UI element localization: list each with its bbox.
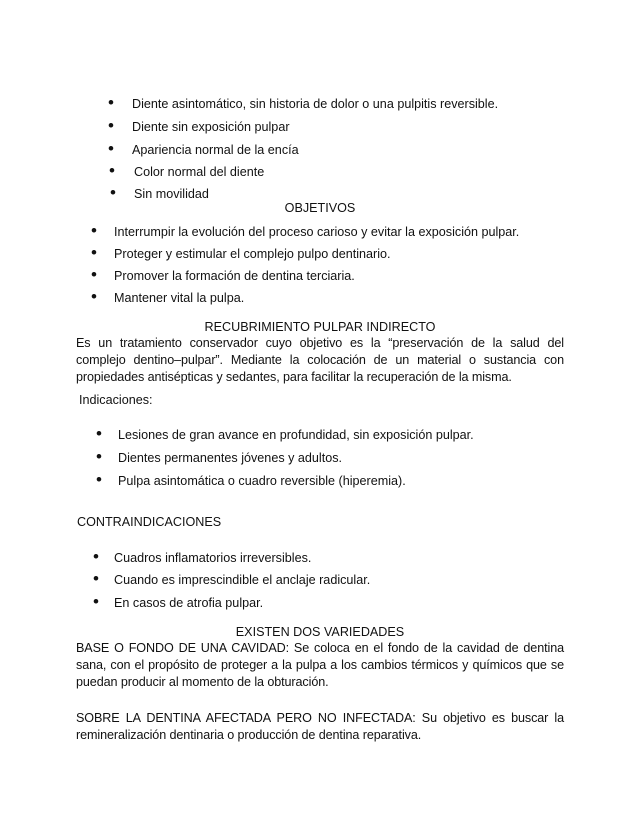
label-indicaciones: Indicaciones:: [79, 393, 153, 407]
bullet-icon: •: [91, 287, 97, 306]
paragraph-base: BASE O FONDO DE UNA CAVIDAD: Se coloca en el fondo de la cavidad de dentina sana, con el propósito de proteger a la pulpa a los cambios térmicos y químicos que se puedan producir al momento de la obturación.: [76, 641, 564, 689]
bullet-icon: •: [108, 93, 114, 112]
heading-objetivos: OBJETIVOS: [284, 201, 356, 215]
bullet-icon: •: [96, 470, 102, 489]
bullet-icon: •: [109, 161, 115, 180]
bullet-icon: •: [93, 592, 99, 611]
bullet-icon: •: [91, 243, 97, 262]
bullet-icon: •: [96, 424, 102, 443]
heading-variedades: EXISTEN DOS VARIEDADES: [235, 625, 405, 639]
bullet-icon: •: [96, 447, 102, 466]
bullet-icon: •: [110, 183, 116, 202]
bullet-icon: •: [91, 265, 97, 284]
paragraph-sobre: SOBRE LA DENTINA AFECTADA PERO NO INFECTADA: Su objetivo es buscar la remineralización dentinaria o producción de dentina reparativa.: [76, 711, 564, 742]
paragraph-recubrimiento: Es un tratamiento conservador cuyo objetivo es la “preservación de la salud del complejo dentino–pulpar”. Mediante la colocación de un material o sustancia con propiedades antisépticas y sedantes, para facilitar la recuperación de la misma.: [76, 336, 564, 384]
bullet-icon: •: [108, 116, 114, 135]
heading-recubrimiento: RECUBRIMIENTO PULPAR INDIRECTO: [204, 320, 436, 334]
bullet-icon: •: [93, 547, 99, 566]
bullet-icon: •: [108, 139, 114, 158]
bullet-icon: •: [91, 221, 97, 240]
label-contraindicaciones: CONTRAINDICACIONES: [77, 515, 222, 529]
bullet-icon: •: [93, 569, 99, 588]
